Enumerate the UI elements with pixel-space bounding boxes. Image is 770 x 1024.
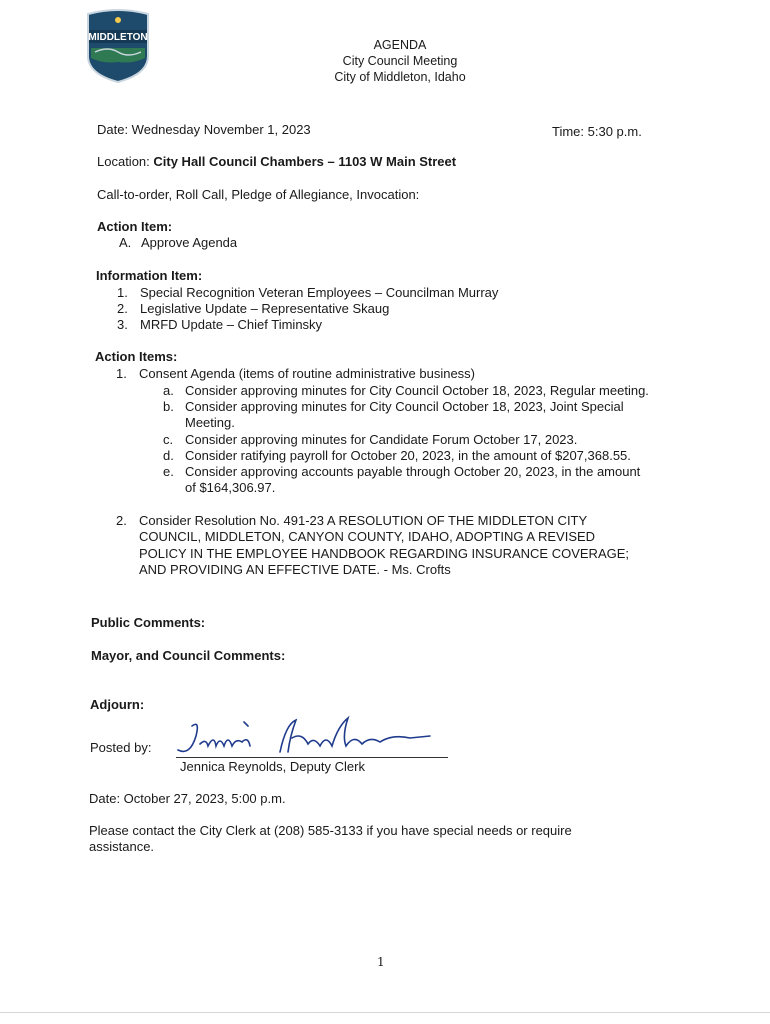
location-label: Location: [97, 154, 150, 169]
consent-b-text-cont: Meeting. [185, 415, 235, 430]
info-item-2-text: Legislative Update – Representative Skaug [140, 301, 390, 316]
info-item-3-text: MRFD Update – Chief Timinsky [140, 317, 323, 332]
agenda-title: AGENDA [373, 38, 427, 52]
consent-a-text: Consider approving minutes for City Council October 18, 2023, Regular meeting. [185, 383, 649, 398]
contact-line-1: Please contact the City Clerk at (208) 585-3133 if you have special needs or require [89, 823, 572, 838]
city-logo [83, 8, 153, 84]
info-item-2-marker: 2. [117, 301, 128, 316]
location-value: City Hall Council Chambers – 1103 W Main Street [153, 154, 457, 169]
meeting-date: Date: Wednesday November 1, 2023 [97, 122, 311, 137]
call-to-order: Call-to-order, Roll Call, Pledge of Allegiance, Invocation: [97, 187, 420, 202]
consent-e-text: Consider approving accounts payable through October 20, 2023, in the amount [185, 464, 641, 479]
consent-c-marker: c. [163, 432, 174, 447]
header-line-2: City of Middleton, Idaho [334, 70, 466, 84]
mayor-comments-heading: Mayor, and Council Comments: [91, 648, 286, 663]
consent-d-marker: d. [163, 448, 174, 463]
consent-agenda-text: Consent Agenda (items of routine administrative business) [139, 366, 476, 381]
posting-date: Date: October 27, 2023, 5:00 p.m. [89, 791, 286, 806]
consent-d-text: Consider ratifying payroll for October 20, 2023, in the amount of $207,368.55. [185, 448, 631, 463]
info-item-1-marker: 1. [117, 285, 128, 300]
meeting-time: Time: 5:30 p.m. [552, 124, 642, 139]
resolution-line-4: AND PROVIDING AN EFFECTIVE DATE. - Ms. Crofts [139, 562, 451, 577]
page-number: 1 [377, 955, 385, 969]
adjourn-heading: Adjourn: [90, 697, 145, 712]
consent-e-text-cont: of $164,306.97. [185, 480, 276, 495]
info-item-1-text: Special Recognition Veteran Employees – Councilman Murray [140, 285, 499, 300]
contact-line-2: assistance. [89, 839, 155, 854]
consent-b-text: Consider approving minutes for City Council October 18, 2023, Joint Special [185, 399, 624, 414]
posted-by-label: Posted by: [90, 740, 152, 755]
action-item-heading: Action Item: [97, 219, 173, 234]
consent-a-marker: a. [163, 383, 174, 398]
resolution-marker: 2. [116, 513, 127, 528]
signature-line [176, 757, 448, 758]
action-item-a-marker: A. [119, 235, 132, 250]
public-comments-heading: Public Comments: [91, 615, 206, 630]
consent-c-text: Consider approving minutes for Candidate Forum October 17, 2023. [185, 432, 578, 447]
resolution-line-1: Consider Resolution No. 491-23 A RESOLUTION OF THE MIDDLETON CITY [139, 513, 588, 528]
action-item-a-text: Approve Agenda [141, 235, 238, 250]
page-bottom-edge [0, 1012, 770, 1013]
resolution-line-2: COUNCIL, MIDDLETON, CANYON COUNTY, IDAHO, ADOPTING A REVISED [139, 529, 596, 544]
information-item-heading: Information Item: [96, 268, 203, 283]
resolution-line-3: POLICY IN THE EMPLOYEE HANDBOOK REGARDING INSURANCE COVERAGE; [139, 546, 630, 561]
signature-name: Jennica Reynolds, Deputy Clerk [180, 759, 365, 774]
header-line-1: City Council Meeting [342, 54, 458, 68]
consent-b-marker: b. [163, 399, 174, 414]
location-line [97, 154, 456, 169]
action-items-heading: Action Items: [95, 349, 178, 364]
info-item-3-marker: 3. [117, 317, 128, 332]
consent-e-marker: e. [163, 464, 174, 479]
logo-text: MIDDLETON [88, 32, 148, 43]
consent-agenda-marker: 1. [116, 366, 127, 381]
